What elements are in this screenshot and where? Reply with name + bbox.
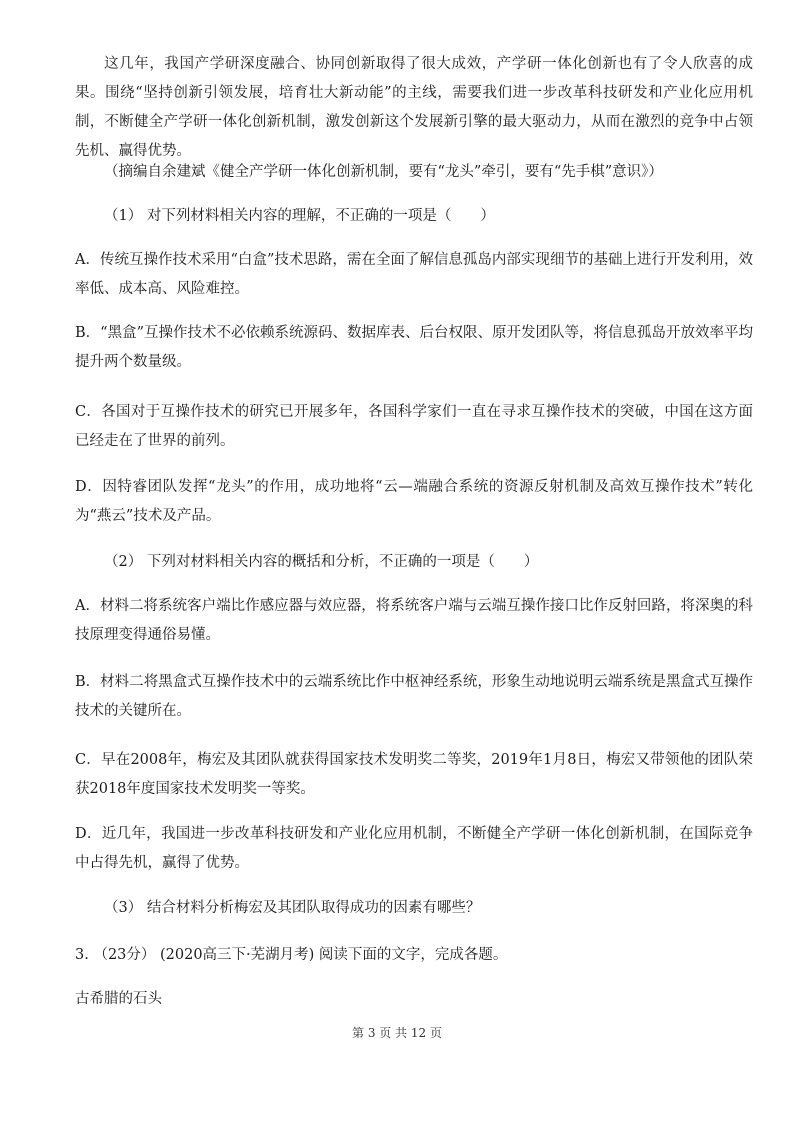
q1-stem: （1） 对下列材料相关内容的理解，不正确的一项是（ ） xyxy=(104,208,495,224)
q2-stem: （2） 下列对材料相关内容的概括和分析，不正确的一项是（ ） xyxy=(104,554,539,570)
q1-option-b: B．“黑盒”互操作技术不必依赖系统源码、数据库表、后台权限、原开发团队等，将信息孤岛开放效率平均提升两个数量级。 xyxy=(75,325,753,370)
q2-option-b: B．材料二将黑盒式互操作技术中的云端系统比作中枢神经系统，形象生动地说明云端系统是黑盒式互操作技术的关键所在。 xyxy=(75,674,753,719)
q2-option-a: A．材料二将系统客户端比作感应器与效应器，将系统客户端与云端互操作接口比作反射回路，将深奥的科技原理变得通俗易懂。 xyxy=(75,598,753,643)
page-footer: 第 3 页 共 12 页 xyxy=(352,1026,442,1040)
q2-option-d: D．近几年，我国进一步改革科技研发和产业化应用机制，不断健全产学研一体化创新机制，在国际竞争中占得先机，赢得了优势。 xyxy=(75,826,753,871)
q1-option-c: C．各国对于互操作技术的研究已开展多年，各国科学家们一直在寻求互操作技术的突破，中国在这方面已经走在了世界的前列。 xyxy=(75,404,753,449)
question-3-header: 3. （23分） (2020高三下·芜湖月考) 阅读下面的文字，完成各题。 xyxy=(75,947,508,963)
q1-option-a: A．传统互操作技术采用“白盒”技术思路，需在全面了解信息孤岛内部实现细节的基础上进行开发利用，效率低、成本高、风险难控。 xyxy=(75,252,753,297)
q3-stem: （3） 结合材料分析梅宏及其团队取得成功的因素有哪些？ xyxy=(104,900,481,916)
passage-title: 古希腊的石头 xyxy=(75,991,162,1007)
source-citation: （摘编自余建斌《健全产学研一体化创新机制，要有“龙头”牵引，要有“先手棋”意识》） xyxy=(104,164,663,180)
q2-option-c: C．早在2008年，梅宏及其团队就获得国家技术发明奖二等奖，2019年1月8日，梅宏又带领他的团队荣获2018年度国家技术发明奖一等奖。 xyxy=(75,752,753,797)
q1-option-d: D．因特睿团队发挥“龙头”的作用，成功地将“云—端融合系统的资源反射机制及高效互操作技术”转化为“燕云”技术及产品。 xyxy=(75,479,753,524)
passage-paragraph: 这几年，我国产学研深度融合、协同创新取得了很大成效，产学研一体化创新也有了令人欣喜的成果。围绕“坚持创新引领发展，培育壮大新动能”的主线，需要我们进一步改革科技研发和产业化应用机制，不断健全产学研一体化创新机制，激发创新这个发展新引擎的最大驱动力，从而在激烈的竞争中占领先机、赢得优势。 xyxy=(75,56,753,159)
